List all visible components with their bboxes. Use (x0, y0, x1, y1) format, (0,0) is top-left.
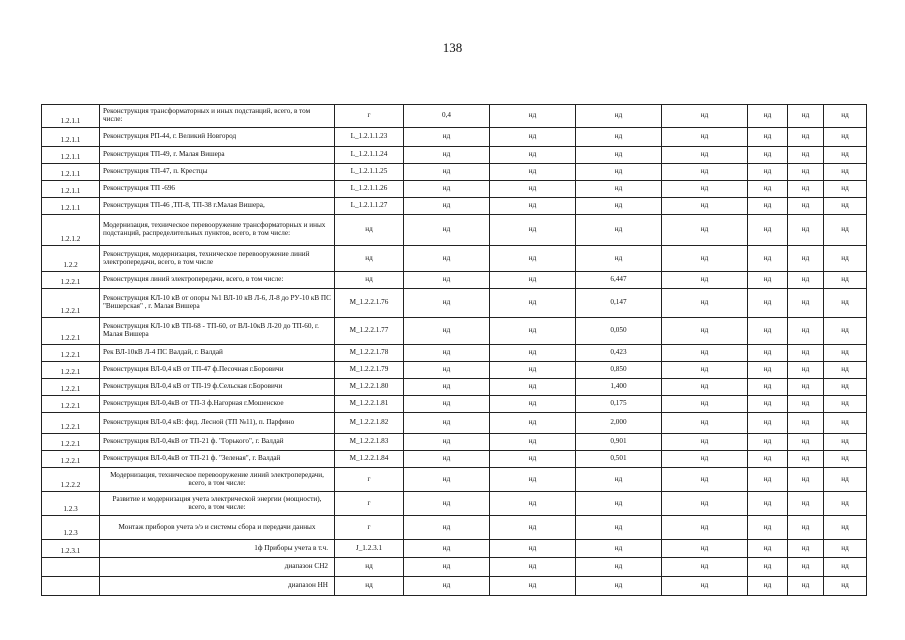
cell-c6: нд (788, 413, 824, 434)
cell-name: диапазон СН2 (100, 558, 335, 577)
cell-c2: нд (490, 181, 576, 198)
cell-c1: нд (404, 289, 490, 318)
cell-c1: нд (404, 396, 490, 413)
table-row (42, 105, 867, 128)
cell-c2: нд (490, 164, 576, 181)
cell-id: г (335, 516, 404, 540)
cell-id: L_1.2.1.1.24 (335, 147, 404, 164)
cell-id: L_1.2.1.1.25 (335, 164, 404, 181)
cell-num: 1.2.2.1 (42, 434, 100, 451)
cell-name: Реконструкция линий электропередачи, всего, в том числе: (100, 272, 335, 289)
cell-c2: нд (490, 492, 576, 516)
cell-num: 1.2.2.1 (42, 345, 100, 362)
table-row (42, 289, 867, 318)
cell-c4: нд (662, 147, 748, 164)
cell-c4: нд (662, 516, 748, 540)
cell-c7: нд (824, 468, 867, 492)
cell-c2: нд (490, 577, 576, 596)
table-row (42, 396, 867, 413)
cell-c3: нд (576, 105, 662, 128)
cell-c5: нд (748, 318, 788, 345)
cell-c7: нд (824, 558, 867, 577)
cell-name: Реконструкция ТП-46 ,ТП-8, ТП-38 г.Малая Вишера, (100, 198, 335, 215)
cell-c4: нд (662, 272, 748, 289)
cell-c1: нд (404, 215, 490, 246)
cell-c2: нд (490, 272, 576, 289)
cell-c2: нд (490, 105, 576, 128)
cell-c5: нд (748, 577, 788, 596)
cell-id: М_1.2.2.1.80 (335, 379, 404, 396)
cell-c3: нд (576, 128, 662, 147)
cell-c6: нд (788, 147, 824, 164)
cell-c4: нд (662, 558, 748, 577)
cell-id: М_1.2.2.1.79 (335, 362, 404, 379)
table-row (42, 246, 867, 272)
cell-id: нд (335, 246, 404, 272)
cell-c5: нд (748, 516, 788, 540)
cell-id: нд (335, 558, 404, 577)
cell-c4: нд (662, 468, 748, 492)
cell-c4: нд (662, 577, 748, 596)
cell-id: М_1.2.2.1.84 (335, 451, 404, 468)
cell-id: нд (335, 272, 404, 289)
cell-c2: нд (490, 434, 576, 451)
cell-c4: нд (662, 198, 748, 215)
cell-c2: нд (490, 215, 576, 246)
cell-id: М_1.2.2.1.82 (335, 413, 404, 434)
cell-c7: нд (824, 362, 867, 379)
cell-c3: нд (576, 246, 662, 272)
cell-name: Реконструкция ВЛ-0,4 кВ от ТП-19 ф.Сельская г.Боровичи (100, 379, 335, 396)
cell-c4: нд (662, 215, 748, 246)
cell-c1: нд (404, 362, 490, 379)
cell-c7: нд (824, 396, 867, 413)
table-row (42, 451, 867, 468)
cell-c4: нд (662, 345, 748, 362)
cell-c4: нд (662, 318, 748, 345)
cell-c2: нд (490, 147, 576, 164)
table-row (42, 164, 867, 181)
cell-c1: нд (404, 147, 490, 164)
cell-num: 1.2.2.1 (42, 451, 100, 468)
cell-name: Реконструкция ВЛ-0,4кВ от ТП-21 ф. "Зеленая", г. Валдай (100, 451, 335, 468)
cell-c7: нд (824, 164, 867, 181)
cell-c3: 0,901 (576, 434, 662, 451)
cell-c6: нд (788, 272, 824, 289)
cell-c6: нд (788, 451, 824, 468)
table-row (42, 577, 867, 596)
cell-c6: нд (788, 558, 824, 577)
cell-c2: нд (490, 516, 576, 540)
cell-id: М_1.2.2.1.76 (335, 289, 404, 318)
cell-c4: нд (662, 379, 748, 396)
cell-c2: нд (490, 540, 576, 558)
cell-c2: нд (490, 451, 576, 468)
cell-c2: нд (490, 318, 576, 345)
cell-id: нд (335, 577, 404, 596)
cell-c5: нд (748, 128, 788, 147)
cell-c3: нд (576, 468, 662, 492)
cell-num: 1.2.2.1 (42, 396, 100, 413)
cell-c2: нд (490, 379, 576, 396)
cell-c6: нд (788, 345, 824, 362)
cell-c3: 0,147 (576, 289, 662, 318)
cell-c6: нд (788, 516, 824, 540)
cell-c6: нд (788, 577, 824, 596)
cell-c1: нд (404, 558, 490, 577)
cell-name: Реконструкция РП-44, г. Великий Новгород (100, 128, 335, 147)
cell-name: диапазон НН (100, 577, 335, 596)
cell-c7: нд (824, 379, 867, 396)
cell-num (42, 577, 100, 596)
cell-c1: 0,4 (404, 105, 490, 128)
cell-name: Реконструкция ВЛ-0,4 кВ: фид. Лесной (ТП №11), п. Парфино (100, 413, 335, 434)
cell-c5: нд (748, 540, 788, 558)
cell-c3: 1,400 (576, 379, 662, 396)
cell-c7: нд (824, 492, 867, 516)
cell-c1: нд (404, 492, 490, 516)
cell-c6: нд (788, 246, 824, 272)
cell-c6: нд (788, 362, 824, 379)
cell-name: Реконструкция ТП -696 (100, 181, 335, 198)
cell-c2: нд (490, 128, 576, 147)
cell-c4: нд (662, 362, 748, 379)
cell-c2: нд (490, 396, 576, 413)
cell-c6: нд (788, 198, 824, 215)
cell-c4: нд (662, 413, 748, 434)
cell-c1: нд (404, 413, 490, 434)
cell-c3: нд (576, 215, 662, 246)
cell-c4: нд (662, 128, 748, 147)
cell-c6: нд (788, 128, 824, 147)
cell-c1: нд (404, 164, 490, 181)
cell-c7: нд (824, 181, 867, 198)
cell-name: Реконструкция трансформаторных и иных подстанций, всего, в том числе: (100, 105, 335, 128)
cell-c3: нд (576, 164, 662, 181)
cell-c7: нд (824, 318, 867, 345)
cell-c1: нд (404, 468, 490, 492)
cell-c2: нд (490, 413, 576, 434)
cell-c7: нд (824, 577, 867, 596)
cell-c1: нд (404, 540, 490, 558)
table-row (42, 147, 867, 164)
cell-c3: 6,447 (576, 272, 662, 289)
cell-c3: 0,175 (576, 396, 662, 413)
table-row (42, 558, 867, 577)
cell-c3: нд (576, 540, 662, 558)
cell-c6: нд (788, 379, 824, 396)
cell-c4: нд (662, 451, 748, 468)
cell-num: 1.2.1.1 (42, 147, 100, 164)
cell-c6: нд (788, 215, 824, 246)
cell-c3: 2,000 (576, 413, 662, 434)
table-row (42, 362, 867, 379)
cell-c3: 0,850 (576, 362, 662, 379)
cell-c6: нд (788, 289, 824, 318)
cell-c5: нд (748, 272, 788, 289)
cell-num: 1.2.2.1 (42, 318, 100, 345)
cell-c5: нд (748, 396, 788, 413)
cell-c5: нд (748, 362, 788, 379)
cell-num: 1.2.3 (42, 492, 100, 516)
cell-c4: нд (662, 540, 748, 558)
cell-num: 1.2.2.1 (42, 379, 100, 396)
cell-c3: нд (576, 558, 662, 577)
cell-c2: нд (490, 198, 576, 215)
cell-num: 1.2.2.2 (42, 468, 100, 492)
table-row (42, 434, 867, 451)
cell-c4: нд (662, 164, 748, 181)
cell-c3: 0,501 (576, 451, 662, 468)
table-row (42, 492, 867, 516)
cell-c1: нд (404, 516, 490, 540)
cell-num (42, 558, 100, 577)
cell-c7: нд (824, 434, 867, 451)
cell-name: Рек ВЛ-10кВ Л-4 ПС Валдай, г. Валдай (100, 345, 335, 362)
cell-c1: нд (404, 128, 490, 147)
cell-c4: нд (662, 181, 748, 198)
cell-name: Реконструкция ВЛ-0,4 кВ от ТП-47 ф.Песочная г.Боровичи (100, 362, 335, 379)
cell-c6: нд (788, 105, 824, 128)
cell-c5: нд (748, 345, 788, 362)
cell-name: Развитие и модернизация учета электрической энергии (мощности), всего, в том числе: (100, 492, 335, 516)
cell-c1: нд (404, 272, 490, 289)
table-row (42, 413, 867, 434)
cell-c3: нд (576, 516, 662, 540)
cell-num: 1.2.2.1 (42, 272, 100, 289)
table-row (42, 540, 867, 558)
cell-c3: нд (576, 198, 662, 215)
cell-name: Реконструкция ВЛ-0,4кВ от ТП-3 ф.Нагорная г.Мошенское (100, 396, 335, 413)
cell-c5: нд (748, 164, 788, 181)
cell-num: 1.2.1.2 (42, 215, 100, 246)
cell-name: Модернизация, техническое перевооружение трансформаторных и иных подстанций, распределительных пунктов, всего, в том числе: (100, 215, 335, 246)
cell-c7: нд (824, 147, 867, 164)
cell-id: L_1.2.1.1.26 (335, 181, 404, 198)
cell-c6: нд (788, 434, 824, 451)
cell-c7: нд (824, 413, 867, 434)
cell-c3: нд (576, 147, 662, 164)
cell-c7: нд (824, 516, 867, 540)
cell-name: Реконструкция ТП-49, г. Малая Вишера (100, 147, 335, 164)
cell-c3: 0,423 (576, 345, 662, 362)
cell-c5: нд (748, 451, 788, 468)
cell-c5: нд (748, 215, 788, 246)
table-row (42, 379, 867, 396)
cell-c1: нд (404, 198, 490, 215)
cell-c7: нд (824, 451, 867, 468)
table-row (42, 516, 867, 540)
cell-num: 1.2.3 (42, 516, 100, 540)
cell-num: 1.2.1.1 (42, 198, 100, 215)
cell-c3: 0,050 (576, 318, 662, 345)
cell-c1: нд (404, 577, 490, 596)
cell-c7: нд (824, 128, 867, 147)
cell-c5: нд (748, 105, 788, 128)
cell-c4: нд (662, 246, 748, 272)
cell-name: Реконструкция КЛ-10 кВ ТП-68 - ТП-60, от ВЛ-10кВ Л-20 до ТП-60, г. Малая Вишера (100, 318, 335, 345)
cell-c7: нд (824, 540, 867, 558)
cell-num: 1.2.2.1 (42, 362, 100, 379)
cell-c5: нд (748, 198, 788, 215)
cell-c3: нд (576, 492, 662, 516)
cell-c6: нд (788, 540, 824, 558)
cell-c6: нд (788, 318, 824, 345)
table-row (42, 318, 867, 345)
cell-id: нд (335, 215, 404, 246)
cell-c7: нд (824, 345, 867, 362)
cell-c2: нд (490, 558, 576, 577)
cell-c7: нд (824, 272, 867, 289)
cell-c4: нд (662, 289, 748, 318)
cell-c2: нд (490, 345, 576, 362)
cell-id: М_1.2.2.1.81 (335, 396, 404, 413)
cell-num: 1.2.3.1 (42, 540, 100, 558)
cell-c5: нд (748, 181, 788, 198)
cell-c6: нд (788, 164, 824, 181)
cell-c7: нд (824, 289, 867, 318)
cell-c4: нд (662, 434, 748, 451)
cell-c6: нд (788, 396, 824, 413)
page-number: 138 (442, 40, 463, 55)
cell-c5: нд (748, 434, 788, 451)
cell-c1: нд (404, 345, 490, 362)
cell-num: 1.2.2.1 (42, 289, 100, 318)
cell-c1: нд (404, 379, 490, 396)
cell-c1: нд (404, 451, 490, 468)
cell-c5: нд (748, 379, 788, 396)
cell-c7: нд (824, 198, 867, 215)
cell-name: Реконструкция КЛ-10 кВ от опоры №1 ВЛ-10 кВ Л-6, Л-8 до РУ-10 кВ ПС "Вишерская" , г. Малая Вишера (100, 289, 335, 318)
cell-c5: нд (748, 468, 788, 492)
cell-id: М_1.2.2.1.83 (335, 434, 404, 451)
cell-c7: нд (824, 215, 867, 246)
cell-c6: нд (788, 181, 824, 198)
cell-id: М_1.2.2.1.77 (335, 318, 404, 345)
cell-num: 1.2.1.1 (42, 128, 100, 147)
cell-num: 1.2.1.1 (42, 181, 100, 198)
table-row (42, 468, 867, 492)
cell-c2: нд (490, 246, 576, 272)
table-row (42, 215, 867, 246)
cell-c4: нд (662, 492, 748, 516)
table-row (42, 198, 867, 215)
table-row (42, 128, 867, 147)
cell-name: Реконструкция ТП-47, п. Крестцы (100, 164, 335, 181)
cell-c5: нд (748, 492, 788, 516)
cell-c6: нд (788, 468, 824, 492)
cell-id: г (335, 468, 404, 492)
cell-name: Модернизация, техническое перевооружение линий электропередачи, всего, в том числе: (100, 468, 335, 492)
cell-c2: нд (490, 468, 576, 492)
cell-id: г (335, 105, 404, 128)
cell-c1: нд (404, 434, 490, 451)
table-row (42, 272, 867, 289)
cell-c5: нд (748, 558, 788, 577)
cell-c5: нд (748, 246, 788, 272)
cell-c6: нд (788, 492, 824, 516)
cell-num: 1.2.2 (42, 246, 100, 272)
cell-id: J_1.2.3.1 (335, 540, 404, 558)
cell-name: Реконструкция, модернизация, техническое перевооружение линий электропередачи, всего, в том числе (100, 246, 335, 272)
cell-id: М_1.2.2.1.78 (335, 345, 404, 362)
cell-name: 1ф Приборы учета в т.ч. (100, 540, 335, 558)
cell-c3: нд (576, 181, 662, 198)
cell-c1: нд (404, 181, 490, 198)
cell-c1: нд (404, 318, 490, 345)
cell-name: Монтаж приборов учета э/э и системы сбора и передачи данных (100, 516, 335, 540)
cell-num: 1.2.2.1 (42, 413, 100, 434)
cell-c5: нд (748, 413, 788, 434)
cell-name: Реконструкция ВЛ-0,4кВ от ТП-21 ф. "Горького", г. Валдай (100, 434, 335, 451)
cell-c4: нд (662, 105, 748, 128)
cell-num: 1.2.1.1 (42, 164, 100, 181)
cell-c1: нд (404, 246, 490, 272)
table-row (42, 345, 867, 362)
cell-c7: нд (824, 105, 867, 128)
cell-c2: нд (490, 362, 576, 379)
table-body (42, 105, 867, 596)
cell-id: L_1.2.1.1.27 (335, 198, 404, 215)
table-row (42, 181, 867, 198)
investment-table (41, 104, 867, 596)
cell-c4: нд (662, 396, 748, 413)
cell-id: L_1.2.1.1.23 (335, 128, 404, 147)
cell-c3: нд (576, 577, 662, 596)
cell-c7: нд (824, 246, 867, 272)
cell-c5: нд (748, 147, 788, 164)
cell-num: 1.2.1.1 (42, 105, 100, 128)
cell-c2: нд (490, 289, 576, 318)
cell-id: г (335, 492, 404, 516)
cell-c5: нд (748, 289, 788, 318)
